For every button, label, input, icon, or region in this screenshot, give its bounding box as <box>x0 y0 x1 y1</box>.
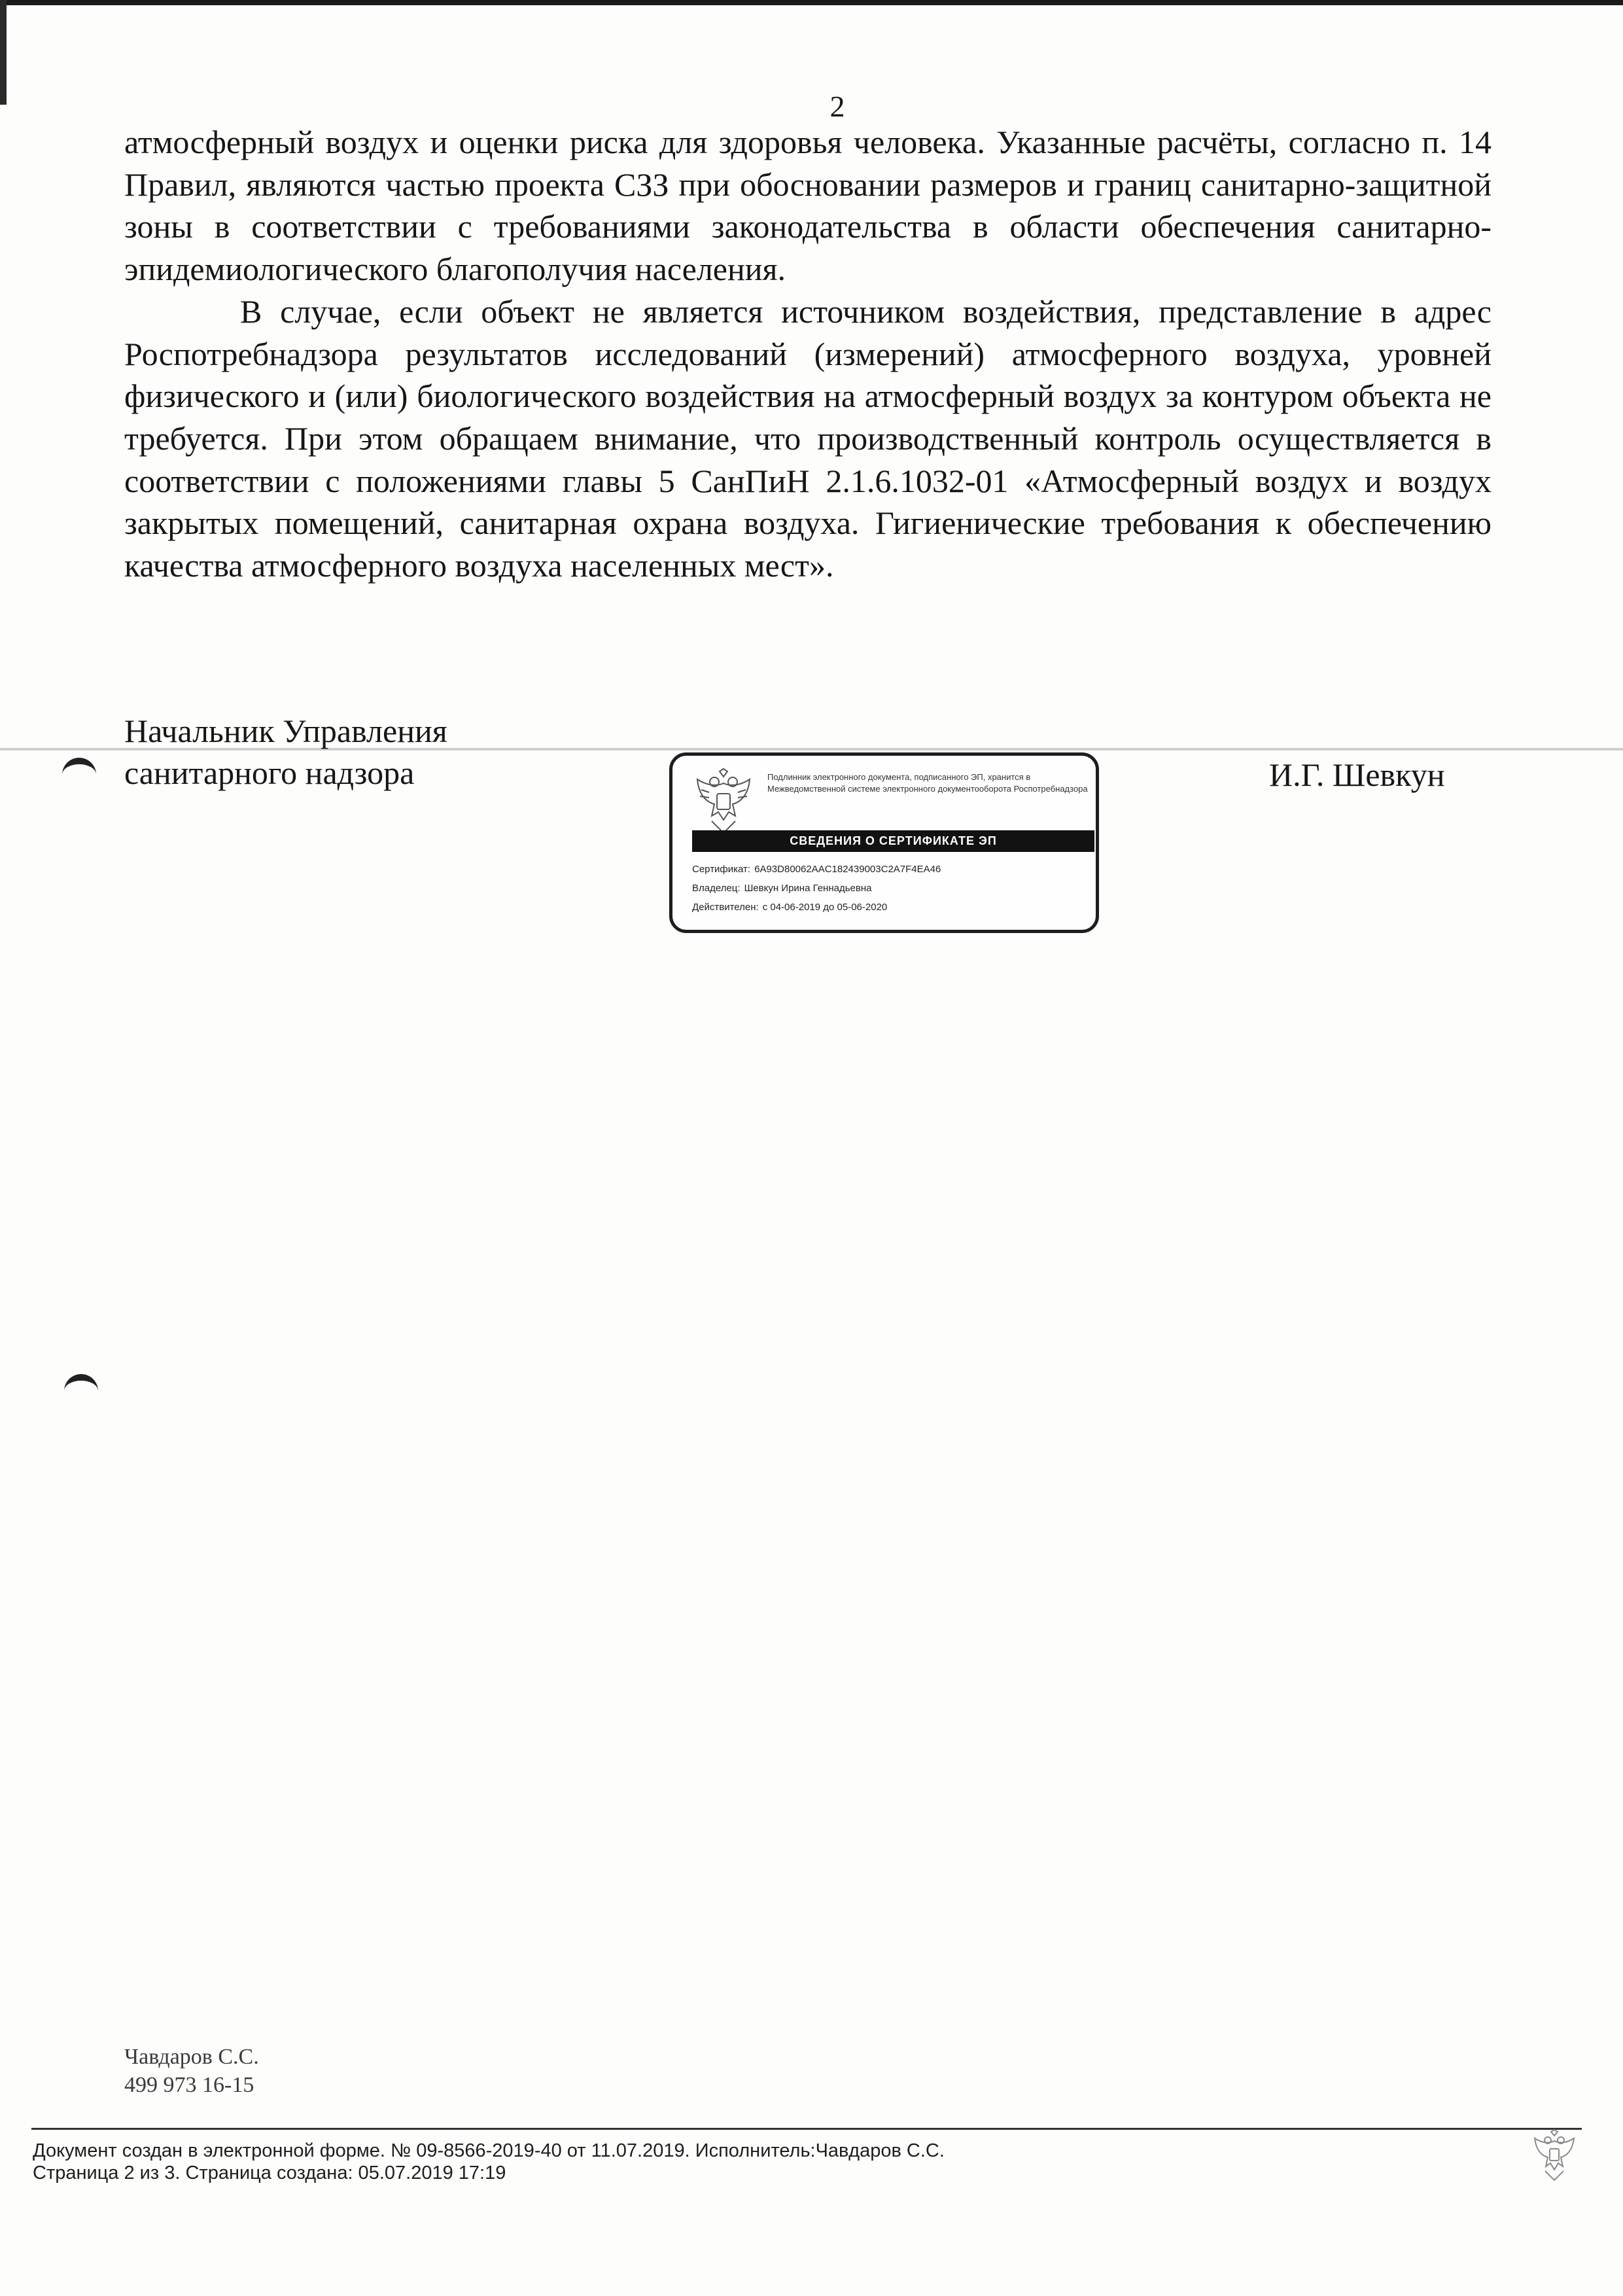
letter-body <box>124 121 1492 587</box>
stamp-title: СВЕДЕНИЯ О СЕРТИФИКАТЕ ЭП <box>692 830 1094 852</box>
scan-edge-left <box>0 0 7 105</box>
executor-block <box>124 2043 259 2099</box>
owner-label: Владелец: <box>692 883 741 894</box>
owner-row <box>692 882 1091 895</box>
page-number: 2 <box>829 90 845 123</box>
coat-of-arms-icon <box>1531 2129 1578 2184</box>
coat-of-arms-icon <box>692 768 755 838</box>
validity-value: с 04-06-2019 до 05-06-2020 <box>762 902 888 913</box>
document-footer <box>33 2140 945 2184</box>
validity-row <box>692 901 1091 914</box>
signatory-name: И.Г. Шевкун <box>1269 756 1445 793</box>
executor-name: Чавдаров С.С. <box>124 2045 259 2069</box>
validity-label: Действителен: <box>692 902 759 913</box>
signatory-position-line: Начальник Управления <box>124 713 447 749</box>
body-paragraph: В случае, если объект не является источником воздействия, представление в адрес Роспотребнадзора результатов исследований (измерений) атмосферного воздуха, уровней физического и (или) биологического воздействия на атмосферный воздух за контуром объекта не требуется. При этом обращаем внимание, что производственный контроль осуществляется в соответствии с положениями главы 5 СанПиН 2.1.6.1032-01 «Атмосферный воздух и воздух закрытых помещений, санитарная охрана воздуха. Гигиенические требования к обеспечению качества атмосферного воздуха населенных мест». <box>124 292 1492 584</box>
punch-hole-mark <box>64 1374 98 1407</box>
scan-edge-top <box>0 0 1623 5</box>
executor-phone: 499 973 16-15 <box>124 2073 254 2097</box>
footer-line: Документ создан в электронной форме. № 09-8566-2019-40 от 11.07.2019. Исполнитель:Чавдаров С.С. <box>33 2140 945 2161</box>
footer-divider <box>31 2128 1582 2130</box>
signatory-position-line: санитарного надзора <box>124 754 415 791</box>
certificate-row <box>692 863 1091 876</box>
footer-line: Страница 2 из 3. Страница создана: 05.07.2019 17:19 <box>33 2163 506 2183</box>
stamp-note: Подлинник электронного документа, подписанного ЭП, хранится в Межведомственной системе электронного документооборота Роспотребнадзора <box>767 772 1088 794</box>
body-paragraph: атмосферный воздух и оценки риска для здоровья человека. Указанные расчёты, согласно п. 14 Правил, являются частью проекта СЗЗ при обосновании размеров и границ санитарно-защитной зоны в соответствии с требованиями законодательства в области обеспечения санитарно-эпидемиологического благополучия населения. <box>124 124 1492 288</box>
certificate-label: Сертификат: <box>692 864 751 875</box>
signatory-position <box>124 710 447 794</box>
punch-hole-mark <box>62 758 96 790</box>
owner-value: Шевкун Ирина Геннадьевна <box>744 883 872 894</box>
digital-signature-stamp <box>669 752 1099 933</box>
certificate-value: 6A93D80062AAC182439003C2A7F4EA46 <box>754 864 941 875</box>
